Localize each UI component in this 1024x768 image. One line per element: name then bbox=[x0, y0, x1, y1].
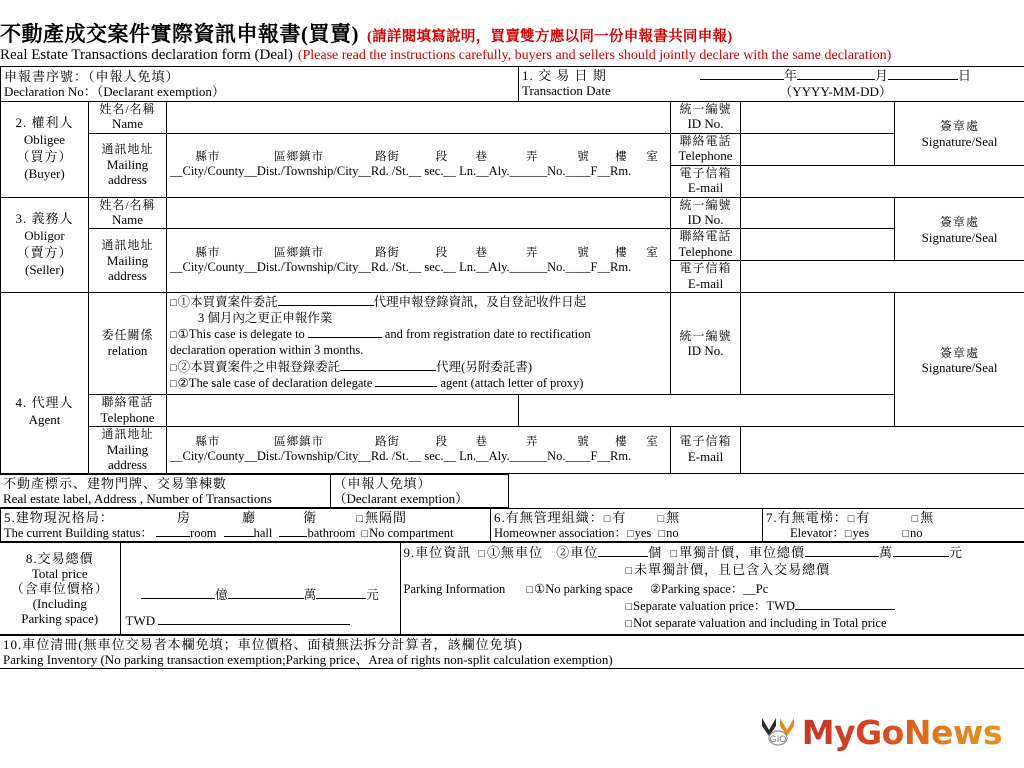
seal-label-cjk: 簽章處 bbox=[940, 119, 980, 134]
obligor-role-en: Obligor bbox=[24, 228, 65, 244]
seal-label-en: Signature/Seal bbox=[921, 360, 998, 376]
addr-label-no: 號 bbox=[577, 247, 590, 260]
item9-option2-cjk-b: 個 bbox=[648, 545, 663, 561]
seal-label-cjk: 簽章處 bbox=[940, 345, 980, 360]
item9-separate-checkbox-cjk[interactable]: □ 單獨計價，車位總價 bbox=[670, 545, 805, 560]
address-unit-labels bbox=[170, 247, 667, 260]
item5-hall-cjk: 廳 bbox=[242, 509, 257, 525]
id-label-en: ID No. bbox=[687, 116, 724, 132]
item7-title-en: Elevator： bbox=[790, 525, 845, 540]
item8-twd-input[interactable] bbox=[158, 624, 350, 625]
obligor-name-row bbox=[1, 197, 1024, 229]
item9-title-cjk: 9.車位資訊 bbox=[403, 545, 472, 561]
obligor-email-input[interactable] bbox=[741, 261, 1024, 293]
obligor-seal-cell[interactable] bbox=[895, 197, 1024, 261]
addr-label-floor: 樓 bbox=[615, 435, 628, 448]
item9-option1-checkbox-cjk[interactable]: □ ①無車位 bbox=[478, 545, 543, 560]
page-title-note-en: (Please read the instructions carefully, buyers and sellers should jointly declare with the same declaration) bbox=[297, 48, 892, 64]
agent-tel-label bbox=[89, 394, 167, 426]
addr-label-alley: 弄 bbox=[525, 247, 539, 260]
item9-sep-yuan-input[interactable] bbox=[893, 556, 949, 557]
mailing-label-en2: address bbox=[108, 267, 147, 283]
tel-label-en: Telephone bbox=[678, 244, 733, 260]
agent-option-2-checkbox-en[interactable] bbox=[170, 376, 178, 390]
item7-cell bbox=[763, 508, 1024, 542]
item5-hall-input[interactable] bbox=[224, 536, 254, 537]
address-line-en: __City/County__Dist./Township/City__Rd. /St.__ sec.__ Ln.__Aly.______No.____F__Rm. bbox=[170, 449, 632, 464]
seal-label-en: Signature/Seal bbox=[921, 133, 998, 149]
item9-unit-wan: 萬 bbox=[879, 545, 894, 561]
obligee-id-input[interactable] bbox=[741, 101, 895, 133]
addr-label-alley: 弄 bbox=[525, 435, 539, 448]
item8-yi-input[interactable] bbox=[141, 598, 215, 599]
agent-option-1-checkbox-en[interactable] bbox=[170, 327, 178, 341]
obligor-side-en: (Seller) bbox=[25, 261, 64, 277]
agent-option-2-en-text-b: agent (attach letter of proxy) bbox=[440, 375, 584, 390]
item8-wan-input[interactable] bbox=[228, 598, 304, 599]
agent-option-2-en[interactable] bbox=[170, 376, 667, 392]
obligee-email-input[interactable] bbox=[741, 165, 1024, 197]
item5-title-cjk: 5.建物現況格局： bbox=[4, 509, 114, 525]
obligee-tel-label bbox=[671, 133, 741, 165]
obligee-role-cell bbox=[1, 101, 89, 197]
agent-address-row bbox=[1, 426, 1024, 473]
agent-option-2-name-input[interactable] bbox=[340, 370, 436, 371]
item9-option1-checkbox-en[interactable]: □ ①No parking space bbox=[526, 582, 632, 596]
item5-title-en: The current Building status： bbox=[4, 525, 153, 540]
obligee-role-en: Obligee bbox=[23, 132, 66, 148]
date-month-input[interactable] bbox=[797, 79, 875, 80]
agent-option-1-cjk[interactable] bbox=[170, 295, 667, 311]
item6-yes-checkbox-en[interactable]: □ yes bbox=[627, 526, 651, 540]
addr-label-lane: 巷 bbox=[475, 151, 488, 164]
declaration-no-label-en: Declaration No：（Declarant exemption） bbox=[4, 83, 225, 99]
item5-hall-en: hall bbox=[253, 525, 273, 540]
agent-email-label bbox=[671, 426, 741, 473]
obligor-tel-input[interactable] bbox=[741, 229, 895, 261]
agent-option-1-name-input[interactable] bbox=[278, 305, 374, 306]
mailing-label-en1: Mailing bbox=[106, 156, 149, 172]
agent-option-2-checkbox[interactable] bbox=[170, 360, 178, 374]
addr-label-room: 室 bbox=[646, 247, 659, 260]
transaction-date-label-cjk: 交 易 日 期 bbox=[538, 68, 607, 84]
item8-unit-wan: 萬 bbox=[303, 588, 317, 603]
item8-yuan-input[interactable] bbox=[316, 598, 366, 599]
obligor-role-cjk: 義務人 bbox=[31, 211, 74, 227]
obligor-address-label bbox=[89, 229, 167, 293]
agent-id-input[interactable] bbox=[741, 293, 895, 394]
addr-label-road: 路街 bbox=[374, 435, 400, 448]
mailing-label-cjk: 通訊地址 bbox=[101, 426, 154, 441]
agent-option-1-cjk-text-a: ①本買賣案件委託 bbox=[177, 295, 278, 310]
realestate-exemption-cell bbox=[330, 474, 508, 507]
agent-telephone-row bbox=[1, 394, 1024, 426]
agent-option-2-name-input-en[interactable] bbox=[375, 386, 437, 387]
item6-title-cjk: 6.有無管理組織： bbox=[494, 509, 604, 525]
obligor-tel-label bbox=[671, 229, 741, 261]
realestate-label-table bbox=[0, 474, 1024, 508]
agent-address-label bbox=[89, 426, 167, 473]
mailing-label-en1: Mailing bbox=[106, 252, 149, 268]
address-line-en: __City/County__Dist./Township/City__Rd. /St.__ sec.__ Ln.__Aly.______No.____F__Rm. bbox=[170, 164, 632, 179]
item8-unit-yuan: 元 bbox=[366, 588, 379, 603]
tel-label-cjk: 聯絡電話 bbox=[679, 133, 732, 148]
date-format-hint: （YYYY-MM-DD） bbox=[779, 84, 892, 100]
obligor-side-cjk: （賣方） bbox=[16, 244, 73, 260]
obligor-role-cell bbox=[1, 197, 89, 293]
agent-relation-options bbox=[167, 293, 671, 394]
addr-label-floor: 樓 bbox=[615, 151, 628, 164]
agent-option-1-checkbox[interactable] bbox=[170, 295, 178, 309]
addr-label-sec: 段 bbox=[435, 247, 449, 260]
addr-label-district: 區鄉鎮市 bbox=[274, 247, 325, 260]
obligor-name-input[interactable] bbox=[167, 197, 671, 229]
item8-sub-en2: Parking space) bbox=[21, 611, 99, 627]
obligee-address-input[interactable] bbox=[167, 133, 671, 197]
item8-unit-yi: 億 bbox=[215, 588, 228, 603]
day-unit: 日 bbox=[958, 68, 972, 84]
mailing-label-cjk: 通訊地址 bbox=[101, 141, 154, 156]
mailing-label-en2: address bbox=[108, 456, 147, 472]
id-label-cjk: 統一編號 bbox=[679, 197, 732, 212]
email-label-en: E-mail bbox=[687, 276, 724, 292]
obligor-address-input[interactable] bbox=[167, 229, 671, 293]
items-567-row bbox=[1, 508, 1024, 542]
tel-label-en: Telephone bbox=[100, 409, 155, 425]
obligee-role-cjk: 權利人 bbox=[31, 115, 74, 131]
item10-title-en: Parking Inventory (No parking transaction exemption;Parking price、Area of rights non-split calculation exemption) bbox=[3, 651, 613, 667]
id-label-cjk: 統一編號 bbox=[679, 328, 732, 343]
obligor-name-label bbox=[89, 197, 167, 229]
item9-count-input[interactable] bbox=[598, 556, 648, 557]
item6-no-checkbox-cjk[interactable]: □ 無 bbox=[658, 510, 681, 525]
item10-cell bbox=[0, 635, 1024, 668]
obligee-name-input[interactable] bbox=[167, 101, 671, 133]
addr-label-road: 路街 bbox=[374, 247, 400, 260]
mygonews-logo bbox=[758, 712, 1002, 752]
building-status-table bbox=[0, 508, 1024, 543]
item10-title-cjk: 10.車位清冊(無車位交易者本欄免填；車位價格、面積無法拆分計算者，該欄位免填) bbox=[3, 636, 523, 652]
address-unit-labels bbox=[170, 151, 667, 164]
parking-inventory-table bbox=[0, 635, 1024, 669]
name-label-cjk: 姓名/名稱 bbox=[99, 101, 156, 116]
email-label-cjk: 電子信箱 bbox=[679, 165, 732, 180]
addr-label-floor: 樓 bbox=[615, 247, 628, 260]
name-label-cjk: 姓名/名稱 bbox=[99, 197, 156, 212]
obligee-id-label bbox=[671, 101, 741, 133]
agent-id-label bbox=[671, 293, 741, 394]
addr-label-room: 室 bbox=[646, 151, 659, 164]
item7-yes-checkbox-cjk[interactable]: □ 有 bbox=[848, 510, 871, 525]
agent-option-1-en-text-b: and from registration date to rectification bbox=[384, 326, 591, 341]
item5-bath-en: bathroom bbox=[307, 525, 356, 540]
item5-room-cjk: 房 bbox=[176, 509, 191, 525]
item8-sub-cjk: （含車位價格） bbox=[10, 581, 109, 597]
mailing-label-en1: Mailing bbox=[106, 441, 149, 457]
addr-label-no: 號 bbox=[577, 435, 590, 448]
item7-yes-checkbox-en[interactable]: □ yes bbox=[845, 526, 869, 540]
agent-option-1-name-input-en[interactable] bbox=[308, 337, 382, 338]
relation-label-cjk: 委任關係 bbox=[101, 328, 154, 343]
item10-row bbox=[0, 635, 1024, 668]
item5-nocompartment-checkbox-en[interactable]: □ No compartment bbox=[362, 526, 454, 540]
agent-option-1-cjk-text-c: 3 個月內之更正申報作業 bbox=[198, 311, 333, 326]
item9-cell bbox=[400, 543, 1024, 634]
seal-label-en: Signature/Seal bbox=[921, 229, 998, 245]
date-day-input[interactable] bbox=[888, 79, 958, 80]
name-label-en: Name bbox=[111, 116, 144, 132]
item9-notseparate-checkbox-en[interactable]: □ Not separate valuation and including in Total price bbox=[626, 616, 887, 630]
addr-label-sec: 段 bbox=[435, 151, 449, 164]
mygonews-logo-text: MyGoNews bbox=[801, 712, 1002, 752]
obligee-number: 2. bbox=[15, 115, 28, 131]
header-row bbox=[1, 67, 1024, 101]
realestate-blank-cell bbox=[508, 474, 1024, 507]
addr-label-district: 區鄉鎮市 bbox=[274, 151, 325, 164]
addr-label-road: 路街 bbox=[374, 151, 400, 164]
realestate-label-en: Real estate label, Address , Number of Transactions bbox=[3, 490, 272, 506]
date-year-input[interactable] bbox=[700, 79, 784, 80]
item5-bath-cjk: 衛 bbox=[303, 509, 318, 525]
item8-title-cjk: 8.交易總價 bbox=[25, 550, 94, 566]
item8-title-en: Total price bbox=[31, 565, 88, 581]
item8-value-cell[interactable] bbox=[120, 543, 400, 634]
item5-nocompartment-checkbox-cjk[interactable]: □ 無隔間 bbox=[356, 510, 407, 525]
item9-separate-checkbox-en[interactable]: □ Separate valuation price：TWD bbox=[626, 599, 795, 613]
item9-sep-wan-input[interactable] bbox=[805, 556, 879, 557]
obligee-email-label bbox=[671, 165, 741, 197]
addr-label-lane: 巷 bbox=[475, 435, 488, 448]
item5-room-en: room bbox=[190, 525, 217, 540]
item5-room-input[interactable] bbox=[156, 536, 190, 537]
page-title-cjk: 不動產成交案件實際資訊申報書(買賣) bbox=[0, 22, 359, 46]
agent-option-1-en-text-a: ①This case is delegate to bbox=[177, 326, 305, 341]
item7-no-checkbox-en[interactable]: □ no bbox=[902, 526, 922, 540]
item8-label-cell bbox=[0, 543, 120, 634]
item9-notseparate-checkbox-cjk[interactable]: □ 未單獨計價，且已含入交易總價 bbox=[626, 562, 831, 577]
obligee-seal-cell[interactable] bbox=[895, 101, 1024, 165]
relation-label-en: relation bbox=[107, 342, 148, 358]
obligee-address-label bbox=[89, 133, 167, 197]
addr-label-city: 縣市 bbox=[195, 435, 221, 448]
obligor-id-input[interactable] bbox=[741, 197, 895, 229]
agent-email-input[interactable] bbox=[741, 426, 1024, 473]
email-label-en: E-mail bbox=[687, 449, 724, 465]
transaction-date-number: 1. bbox=[522, 68, 534, 84]
agent-seal-cell[interactable] bbox=[895, 293, 1024, 426]
mailing-label-cjk: 通訊地址 bbox=[101, 237, 154, 252]
addr-label-room: 室 bbox=[646, 435, 659, 448]
email-label-cjk: 電子信箱 bbox=[679, 434, 732, 449]
item7-title-cjk: 7.有無電梯： bbox=[766, 509, 848, 525]
addr-label-district: 區鄉鎮市 bbox=[274, 435, 325, 448]
item9-option2-en: ②Parking space：__Pc bbox=[649, 582, 769, 597]
realestate-label-cell bbox=[0, 474, 330, 507]
obligor-id-label bbox=[671, 197, 741, 229]
agent-number: 4. bbox=[15, 394, 28, 410]
obligee-name-row bbox=[1, 101, 1024, 133]
item6-cell bbox=[491, 508, 763, 542]
items-89-row bbox=[0, 543, 1024, 634]
addr-label-alley: 弄 bbox=[525, 151, 539, 164]
item9-title-en: Parking Information bbox=[403, 582, 506, 597]
tel-label-en: Telephone bbox=[678, 148, 733, 164]
form-title-block bbox=[0, 0, 1024, 66]
page-title-note-cjk: (請詳閱填寫說明，買賣雙方應以同一份申報書共同申報) bbox=[367, 29, 733, 45]
item5-cell bbox=[1, 508, 491, 542]
declaration-form-table bbox=[0, 66, 1024, 473]
addr-label-city: 縣市 bbox=[195, 151, 221, 164]
item6-title-en: Homeowner association： bbox=[494, 525, 627, 540]
item9-unit-yuan: 元 bbox=[949, 545, 964, 561]
item7-no-checkbox-cjk[interactable]: □ 無 bbox=[912, 510, 935, 525]
obligor-number: 3. bbox=[15, 211, 28, 227]
obligor-address-row bbox=[1, 229, 1024, 261]
item9-sep-twd-input[interactable] bbox=[795, 609, 895, 610]
item8-currency-label: TWD bbox=[125, 612, 156, 628]
page-title-en: Real Estate Transactions declaration form (Deal) bbox=[0, 47, 293, 64]
mailing-label-en2: address bbox=[108, 171, 147, 187]
month-unit: 月 bbox=[875, 68, 889, 84]
seal-label-cjk: 簽章處 bbox=[940, 214, 980, 229]
declaration-no-label-cjk: 申報書序號：（申報人免填） bbox=[4, 68, 180, 84]
item6-no-checkbox-en[interactable]: □ no bbox=[658, 526, 678, 540]
obligee-side-cjk: （買方） bbox=[16, 149, 73, 165]
agent-option-2-cjk[interactable] bbox=[170, 360, 667, 376]
agent-role-cell bbox=[1, 293, 89, 473]
agent-option-1-en[interactable] bbox=[170, 327, 667, 343]
email-label-cjk: 電子信箱 bbox=[679, 261, 732, 276]
realestate-label-cjk: 不動產標示、建物門牌、交易筆棟數 bbox=[3, 475, 228, 491]
obligee-name-label bbox=[89, 101, 167, 133]
tel-label-cjk: 聯絡電話 bbox=[101, 394, 154, 409]
transaction-date-cell bbox=[519, 67, 1024, 101]
agent-option-2-en-text-a: ②The sale case of declaration delegate bbox=[177, 375, 373, 390]
addr-label-no: 號 bbox=[577, 151, 590, 164]
id-label-cjk: 統一編號 bbox=[679, 101, 732, 116]
agent-relation-row bbox=[1, 293, 1024, 394]
item8-sub-en1: (Including bbox=[32, 596, 87, 612]
agent-role-cjk: 代理人 bbox=[31, 394, 74, 410]
addr-label-city: 縣市 bbox=[195, 247, 221, 260]
year-unit: 年 bbox=[784, 68, 798, 84]
email-label-en: E-mail bbox=[687, 180, 724, 196]
item5-bath-input[interactable] bbox=[279, 536, 307, 537]
tel-label-cjk: 聯絡電話 bbox=[679, 229, 732, 244]
transaction-date-label-en: Transaction Date bbox=[522, 83, 611, 99]
agent-option-2-cjk-text-a: ②本買賣案件之申報登錄委託 bbox=[177, 360, 341, 375]
realestate-exempt-en: （Declarant exemption） bbox=[333, 490, 469, 506]
realestate-label-row bbox=[0, 474, 1024, 507]
agent-tel-input[interactable] bbox=[167, 394, 519, 426]
mygonews-logo-sub: GIO bbox=[769, 734, 787, 744]
agent-option-1-en-text-c: declaration operation within 3 months. bbox=[170, 342, 364, 357]
name-label-en: Name bbox=[111, 212, 144, 228]
agent-relation-label bbox=[89, 293, 167, 394]
addr-label-lane: 巷 bbox=[475, 247, 488, 260]
agent-role-en: Agent bbox=[28, 411, 61, 427]
realestate-exempt-cjk: （申報人免填） bbox=[333, 475, 432, 491]
agent-address-input[interactable] bbox=[167, 426, 671, 473]
obligee-tel-input[interactable] bbox=[741, 133, 895, 165]
obligor-email-label bbox=[671, 261, 741, 293]
obligee-side-en: (Buyer) bbox=[24, 165, 65, 181]
address-line-en: __City/County__Dist./Township/City__Rd. /St.__ sec.__ Ln.__Aly.______No.____F__Rm. bbox=[170, 260, 632, 275]
item9-option2-cjk-a: ②車位 bbox=[556, 545, 599, 561]
addr-label-sec: 段 bbox=[435, 435, 449, 448]
obligee-address-row bbox=[1, 133, 1024, 165]
id-label-en: ID No. bbox=[687, 343, 724, 359]
agent-option-1-cjk-text-b: 代理申報登錄資訊，及自登記收件日起 bbox=[373, 295, 587, 310]
agent-option-2-cjk-text-b: 代理(另附委託書) bbox=[436, 360, 532, 375]
declaration-no-cell bbox=[1, 67, 519, 101]
address-unit-labels bbox=[170, 436, 667, 449]
id-label-en: ID No. bbox=[687, 212, 724, 228]
item6-yes-checkbox-cjk[interactable]: □ 有 bbox=[604, 510, 627, 525]
price-parking-table bbox=[0, 542, 1024, 634]
mygonews-logo-icon bbox=[758, 712, 798, 752]
